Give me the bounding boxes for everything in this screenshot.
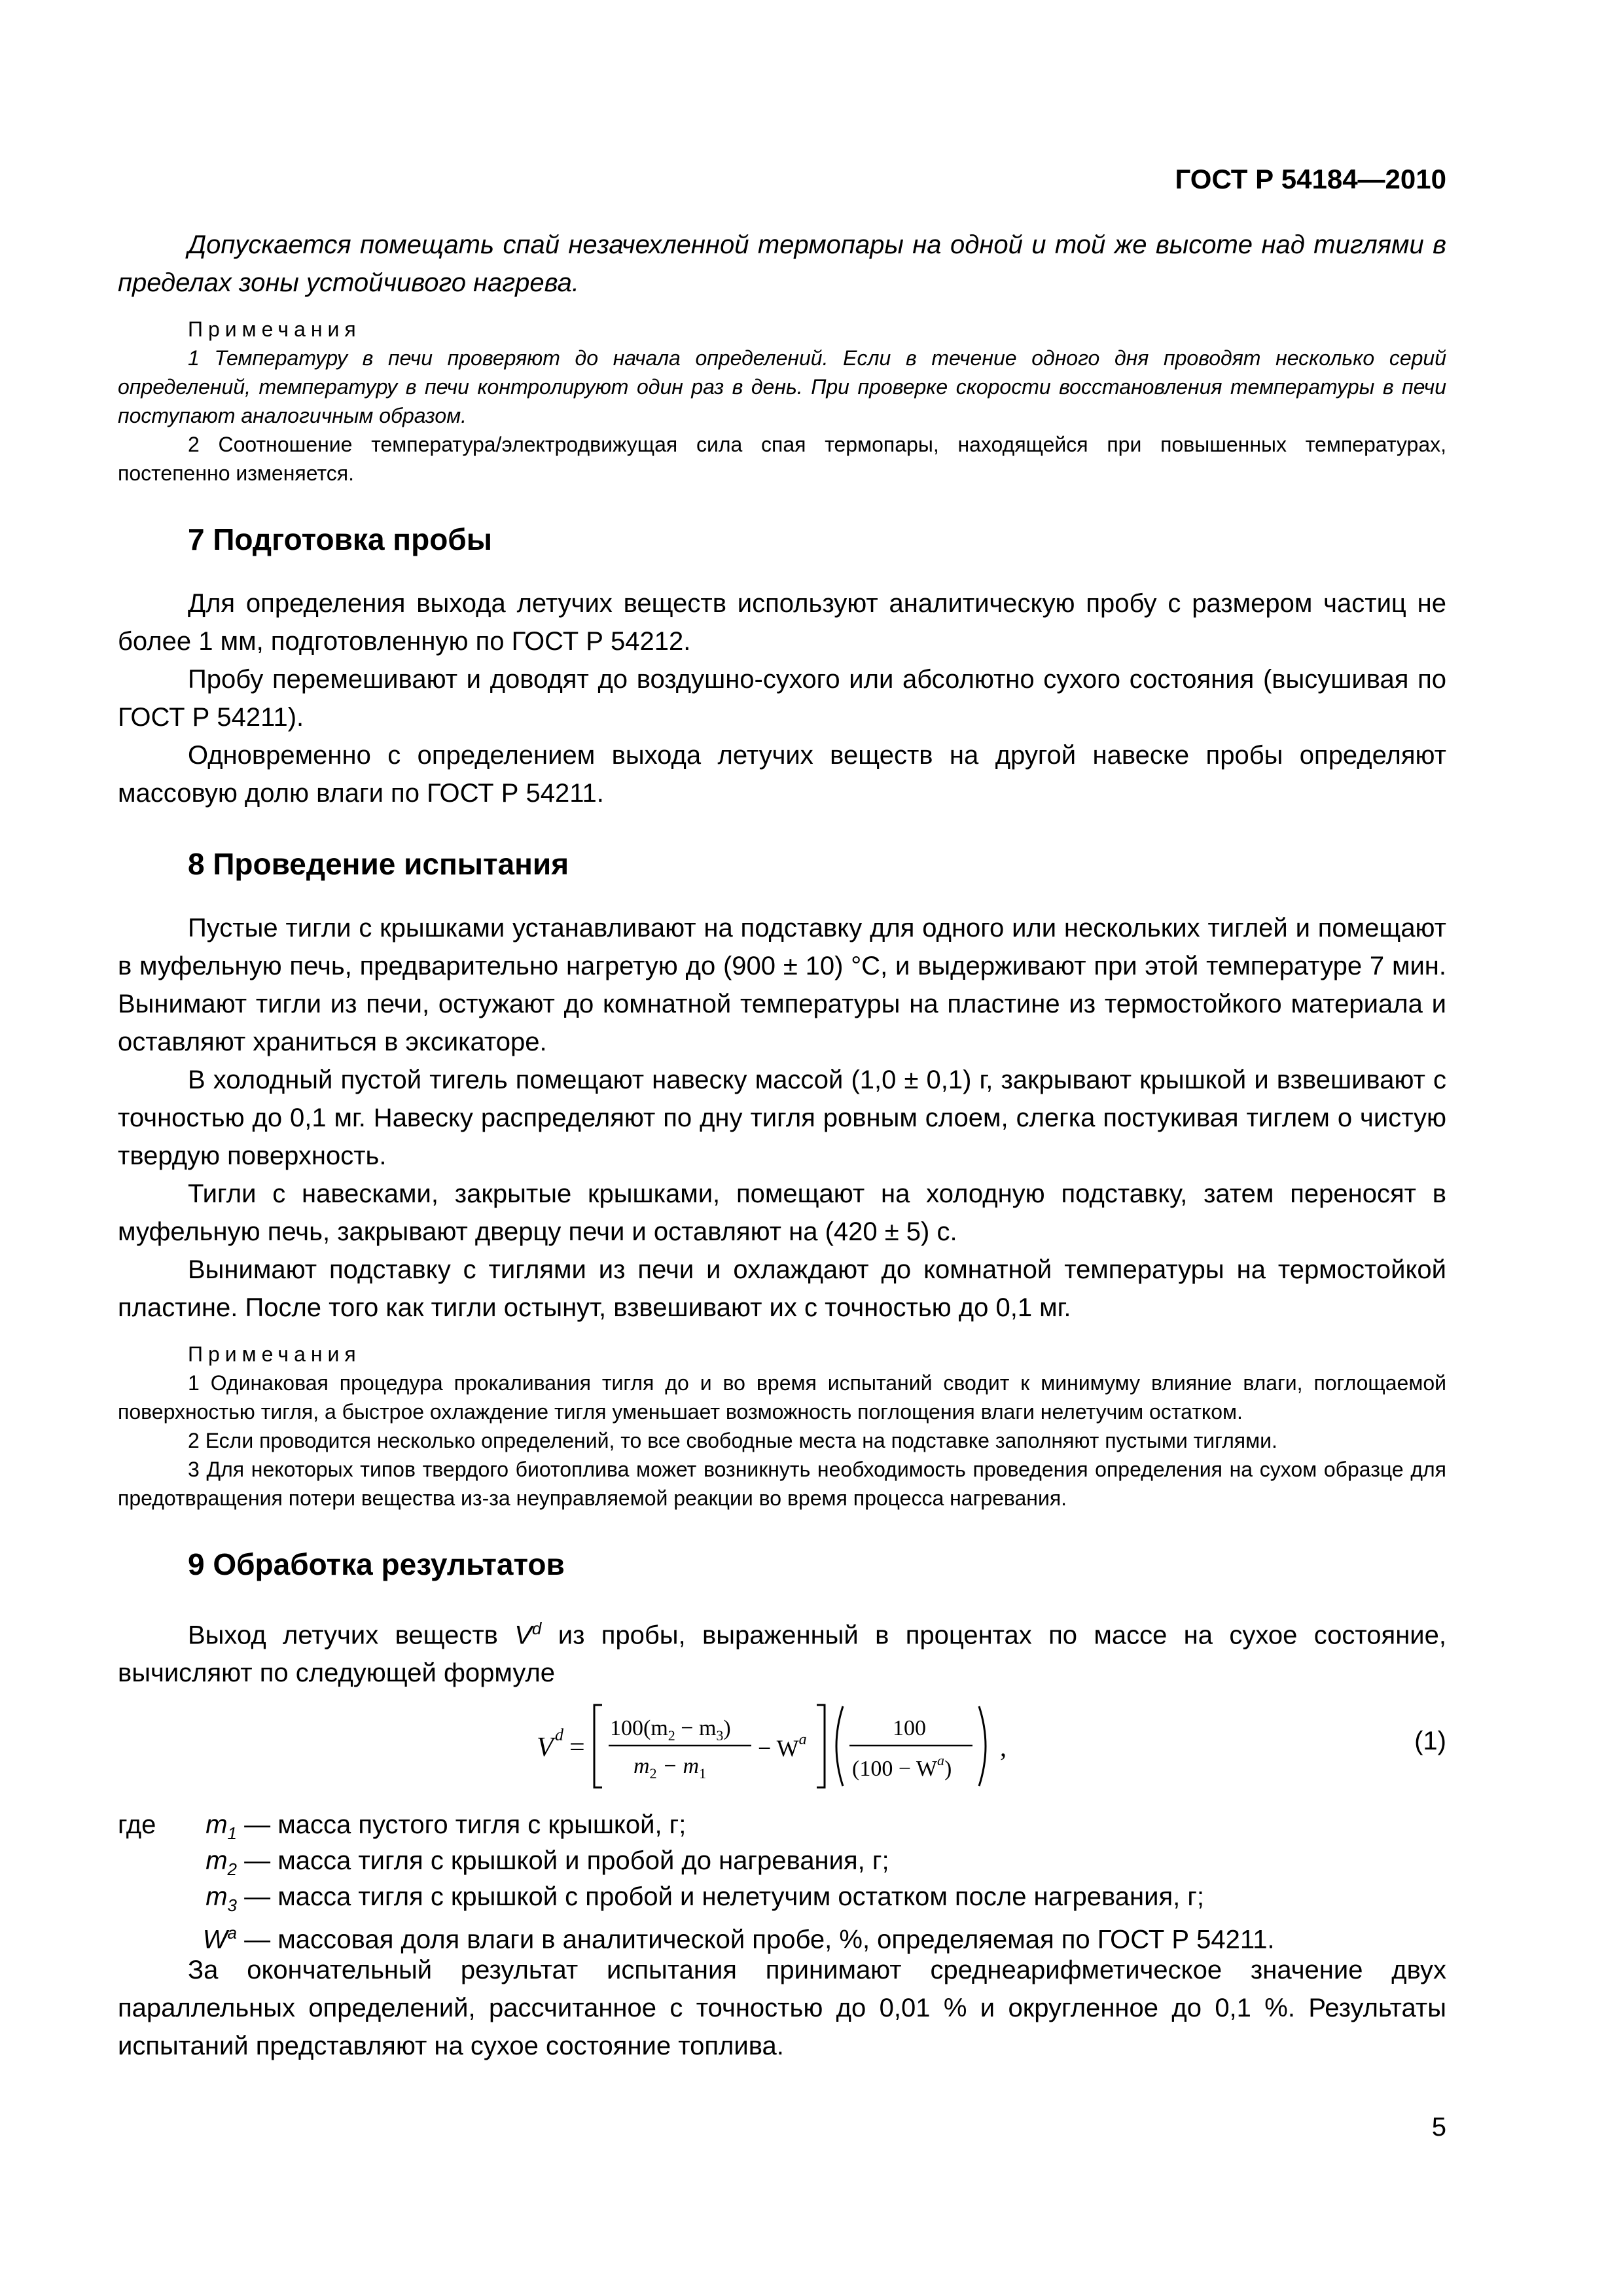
formula-lhs: V xyxy=(537,1732,554,1763)
formula-intro xyxy=(118,1609,1446,1692)
formula-number: (1) xyxy=(1414,1727,1446,1756)
note-item: 2 Соотношение температура/электродвижущая сила спая термопары, находящейся при повышенных температурах, постепенно изменяется. xyxy=(118,433,1446,485)
notes-title: Примечания xyxy=(188,1342,361,1366)
paragraph: Тигли с навесками, закрытые крышками, помещают на холодную подставку, затем переносят в муфельную печь, закрывают дверцу печи и оставляют на (420 ± 5) с. xyxy=(118,1179,1446,1246)
paragraph: В холодный пустой тигель помещают навеску массой (1,0 ± 0,1) г, закрывают крышкой и взвешивают с точностью до 0,1 мг. Навеску распределяют по дну тигля ровным слоем, слегка постукивая тиглем о чистую твердую поверхность. xyxy=(118,1066,1446,1170)
variable-definitions xyxy=(118,1807,1446,1954)
paragraph: Пустые тигли с крышками устанавливают на подставку для одного или нескольких тиглей и помещают в муфельную печь, предварительно нагретую до (900 ± 10) °С, и выдерживают при этой температуре 7 мин. Вынимают тигли из печи, остужают до комнатной температуры на пластине из термостойкого материала и оставляют храниться в эксикаторе. xyxy=(118,914,1446,1056)
den2-end: ) xyxy=(944,1757,952,1782)
section-heading: 9 Обработка результатов xyxy=(188,1547,565,1581)
note-item: 2 Если проводится несколько определений, то все свободные места на подставке заполняют пустыми тиглями. xyxy=(188,1429,1277,1452)
var-sup: d xyxy=(531,1619,542,1638)
content-column xyxy=(118,226,1446,2065)
where-label: где xyxy=(118,1810,156,1840)
def-symbol: $m_2$ xyxy=(205,1846,237,1880)
paragraph: Вынимают подставку с тиглями из печи и охлаждают до комнатной температуры на термостойкой пластине. После того как тигли остынут, взвешивают их с точностью до 0,1 мг. xyxy=(118,1255,1446,1322)
var-v: V xyxy=(514,1621,532,1650)
def-text: — масса тигля с крышкой с пробой и нелетучим остатком после нагревания, г; xyxy=(237,1882,1205,1912)
den2 xyxy=(852,1752,952,1781)
def-symbol: $m_1$ xyxy=(205,1810,237,1844)
den1-sub2: 1 xyxy=(699,1765,707,1782)
formula-graphic xyxy=(118,1697,1361,1795)
definition-row xyxy=(118,1879,1446,1915)
paragraph: За окончательный результат испытания принимают среднеарифметическое значение двух параллельных определений, рассчитанное с точностью до 0,01 % и округленное до 0,1 %. Результаты испытаний представляют на сухое состояние топлива. xyxy=(118,1956,1446,2061)
def-text: — массовая доля влаги в аналитической пробе, %, определяемая по ГОСТ Р 54211. xyxy=(237,1925,1275,1954)
num1-sub2: 3 xyxy=(716,1727,724,1744)
section-heading: 8 Проведение испытания xyxy=(188,847,569,881)
intro-paragraph: Допускается помещать спай незачехленной термопары на одной и той же высоте над тиглями в пределах зоны устойчивого нагрева. xyxy=(118,230,1446,297)
minus-w-sup: a xyxy=(798,1731,807,1749)
num1-end: ) xyxy=(723,1716,731,1741)
right-bracket xyxy=(817,1705,825,1787)
page-number: 5 xyxy=(1431,2113,1446,2142)
left-bracket xyxy=(594,1705,602,1787)
section-heading: 7 Подготовка пробы xyxy=(188,522,492,556)
den1 xyxy=(633,1754,706,1782)
def-symbol: $m_3$ xyxy=(205,1882,237,1916)
paragraph: Для определения выхода летучих веществ используют аналитическую пробу с размером частиц не более 1 мм, подготовленную по ГОСТ Р 54212. xyxy=(118,589,1446,656)
paragraph: Одновременно с определением выхода летучих веществ на другой навеске пробы определяют массовую долю влаги по ГОСТ Р 54211. xyxy=(118,741,1446,808)
notes-title: Примечания xyxy=(188,317,361,341)
den1-a: m xyxy=(633,1754,650,1779)
left-paren xyxy=(836,1706,843,1786)
num1-mid: − m xyxy=(675,1716,717,1741)
definition-row xyxy=(118,1807,1446,1843)
document-header: ГОСТ Р 54184—2010 xyxy=(1175,164,1446,194)
formula-comma: , xyxy=(1000,1732,1007,1763)
num1 xyxy=(610,1716,731,1744)
def-text: — масса пустого тигля с крышкой, г; xyxy=(237,1810,687,1840)
note-item: 1 Одинаковая процедура прокаливания тигля до и во время испытаний сводит к минимуму влияние влаги, поглощаемой поверхностью тигля, а быстрое охлаждение тигля уменьшает возможность поглощения влаги нелетучим остатком. xyxy=(118,1371,1446,1424)
note-item: 1 Температуру в печи проверяют до начала определений. Если в течение одного дня проводят несколько серий определений, температуру в печи контролируют один раз в день. При проверке скорости восстановления температуры в печи поступают аналогичным образом. xyxy=(118,346,1446,427)
def-symbol: $W^a$ xyxy=(202,1923,237,1954)
formula-lhs-sup: d xyxy=(555,1725,563,1745)
num1-a: 100(m xyxy=(610,1716,668,1741)
den1-mid: − m xyxy=(656,1754,700,1779)
intro-text: Выход летучих веществ xyxy=(188,1621,515,1650)
den2-a: (100 − W xyxy=(852,1757,937,1782)
minus-w-text: − W xyxy=(758,1735,799,1762)
definition-row xyxy=(118,1915,1446,1954)
minus-w xyxy=(758,1731,807,1761)
right-paren xyxy=(979,1706,986,1786)
formula-block xyxy=(118,1697,1446,1795)
num2: 100 xyxy=(893,1716,926,1741)
definition-row xyxy=(118,1843,1446,1879)
num1-sub: 2 xyxy=(668,1727,675,1744)
note-item: 3 Для некоторых типов твердого биотоплива может возникнуть необходимость проведения определения на сухом образце для предотвращения потери вещества из-за неуправляемой реакции во время процесса нагревания. xyxy=(118,1458,1446,1510)
den1-sub: 2 xyxy=(649,1765,657,1782)
den2-sup: a xyxy=(936,1752,944,1769)
paragraph: Пробу перемешивают и доводят до воздушно-сухого или абсолютно сухого состояния (высушивая по ГОСТ Р 54211). xyxy=(118,665,1446,732)
intro-text: из пробы, выраженный в процентах по массе на сухое состояние, вычисляют по следующей формуле xyxy=(118,1621,1446,1688)
def-text: — масса тигля с крышкой и пробой до нагревания, г; xyxy=(237,1846,889,1876)
equals-sign: = xyxy=(569,1732,585,1763)
